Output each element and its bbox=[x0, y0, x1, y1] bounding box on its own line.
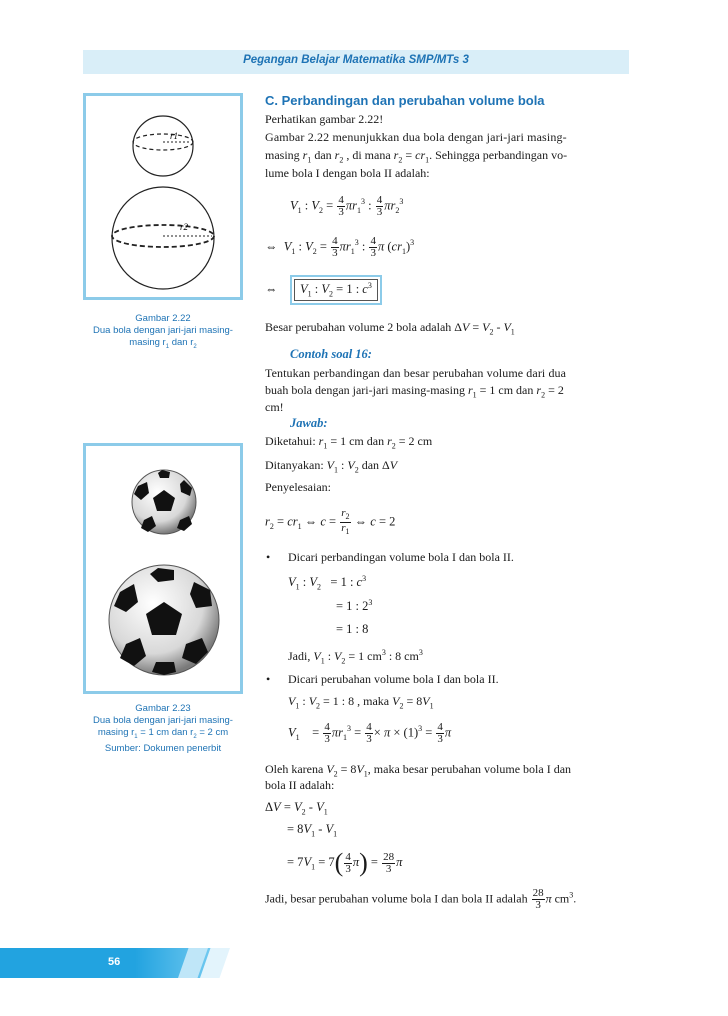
known-line: Diketahui: $r_1 = 1$ cm dan $r_2 = 2$ cm bbox=[265, 434, 433, 451]
r2-label: r2 bbox=[180, 222, 189, 232]
figure2-caption-title: Gambar 2.23 bbox=[135, 703, 191, 714]
figure2-caption-line2: masing $r_1 = 1$ cm dan $r_2 = 2$ cm bbox=[97, 727, 229, 740]
delta-step-1: $\Delta V = V_2 - V_1$ bbox=[265, 800, 328, 817]
running-header: Pegangan Belajar Matematika SMP/MTs 3 bbox=[243, 54, 469, 66]
figure1-caption-line1: Dua bola dengan jari-jari masing- bbox=[93, 325, 233, 336]
question-line2: buah bola dengan jari-jari masing-masing $r_1 = 1$ cm dan $r_2 = 2$ bbox=[265, 383, 564, 400]
final-answer: Jadi, besar perubahan volume bola I dan bola II adalah $\frac{28}{3}$ π $cm^3$. bbox=[265, 887, 577, 911]
small-ball bbox=[132, 470, 196, 534]
delta-step-3: = $7V_1 = 7$( $\frac{4}{3}$ π) = $\frac{28}{3}$ π bbox=[287, 848, 403, 877]
equation-ratio-1: $V_1$ : $V_2$ = $\frac{4}{3}$ $\pi r_1^3$ : $\frac{4}{3}$ $\pi r_2^3$ bbox=[290, 194, 404, 218]
intro-line3: masing $r_1$ dan $r_2$ , di mana $r_2 = cr_1$. Sehingga perbandingan vo- bbox=[265, 148, 568, 165]
ratio-step-3: = 1 : 8 bbox=[336, 622, 369, 636]
c-derivation: $r_2 = cr_1$ ⇔ c = $\frac{r_2}{r_1}$ ⇔ c = 2 bbox=[265, 507, 396, 537]
intro-line1: Perhatikan gambar 2.22! bbox=[265, 112, 384, 126]
intro-line2: Gambar 2.22 menunjukkan dua bola dengan jari-jari masing- bbox=[265, 130, 567, 144]
figure2-caption bbox=[83, 703, 243, 755]
spheres-illustration bbox=[86, 96, 240, 297]
because-line2: bola II adalah: bbox=[265, 778, 335, 792]
ratio-step-2: = 1 : $2^3$ bbox=[336, 598, 373, 614]
figure1-caption-title: Gambar 2.22 bbox=[135, 313, 191, 324]
delta-step-2: = $8V_1 - V_1$ bbox=[287, 822, 338, 839]
intro-line4: lume bola I dengan bola II adalah: bbox=[265, 166, 430, 180]
change-step-1: $V_1$ : $V_2 = 1$ : 8 , maka $V_2 = 8V_1$ bbox=[288, 694, 434, 711]
figure2-caption-source: Sumber: Dokumen penerbit bbox=[104, 742, 222, 754]
ratio-step-1: $V_1$ : $V_2 = 1$ : $c^3$ bbox=[288, 574, 367, 592]
question-line3: cm! bbox=[265, 400, 284, 414]
r1-label: r1 bbox=[170, 131, 179, 141]
bullet2-text: Dicari perubahan volume bola I dan bola II. bbox=[288, 672, 499, 686]
figure-spheres bbox=[83, 93, 243, 300]
equation-ratio-3-arrow: ⇔ bbox=[265, 282, 278, 296]
bullet-dot-2: • bbox=[266, 672, 271, 686]
bullet-dot-1: • bbox=[266, 550, 271, 564]
solution-label: Penyelesaian: bbox=[265, 480, 331, 494]
example-title: Contoh soal 16: bbox=[290, 347, 372, 361]
change-step-2: $V_1$ = $\frac{4}{3}$ $\pi r_1^3$ = $\frac{4}{3}$ × $\pi \times (1)^3$ = $\frac{4}{3}$ π bbox=[288, 721, 452, 745]
figure-soccer-balls bbox=[83, 443, 243, 694]
figure1-caption bbox=[83, 313, 243, 353]
equation-ratio-boxed: $V_1$ : $V_2 = 1$ : $c^3$ bbox=[290, 275, 382, 305]
page-number: 56 bbox=[108, 956, 121, 968]
asked-line: Ditanyakan: $V_1$ : $V_2$ dan ΔV bbox=[265, 458, 398, 475]
bullet1-text: Dicari perbandingan volume bola I dan bola II. bbox=[288, 550, 514, 564]
answer-label: Jawab: bbox=[290, 416, 328, 430]
question-line1: Tentukan perbandingan dan besar perubahan volume dari dua bbox=[265, 366, 567, 380]
section-heading: C. Perbandingan dan perubahan volume bola bbox=[265, 93, 545, 108]
ratio-conclusion: Jadi, $V_1$ : $V_2 = 1$ $cm^3$ : 8 $cm^3$ bbox=[288, 648, 423, 666]
soccer-balls-illustration bbox=[86, 446, 240, 691]
because-line1: Oleh karena $V_2 = 8V_1$, maka besar perubahan volume bola I dan bbox=[265, 762, 572, 779]
figure2-caption-line1: Dua bola dengan jari-jari masing- bbox=[93, 715, 233, 726]
figure1-caption-line2: masing $r_1$ dan $r_2$ bbox=[129, 337, 197, 350]
volume-difference-line: Besar perubahan volume 2 bola adalah $\Delta V = V_2 - V_1$ bbox=[265, 320, 515, 337]
equation-ratio-2: ⇔ $V_1$ : $V_2$ = $\frac{4}{3}$ $\pi r_1^3$ : $\frac{4}{3}$ π $(cr_1)^3$ bbox=[265, 235, 415, 259]
large-ball bbox=[109, 565, 219, 675]
